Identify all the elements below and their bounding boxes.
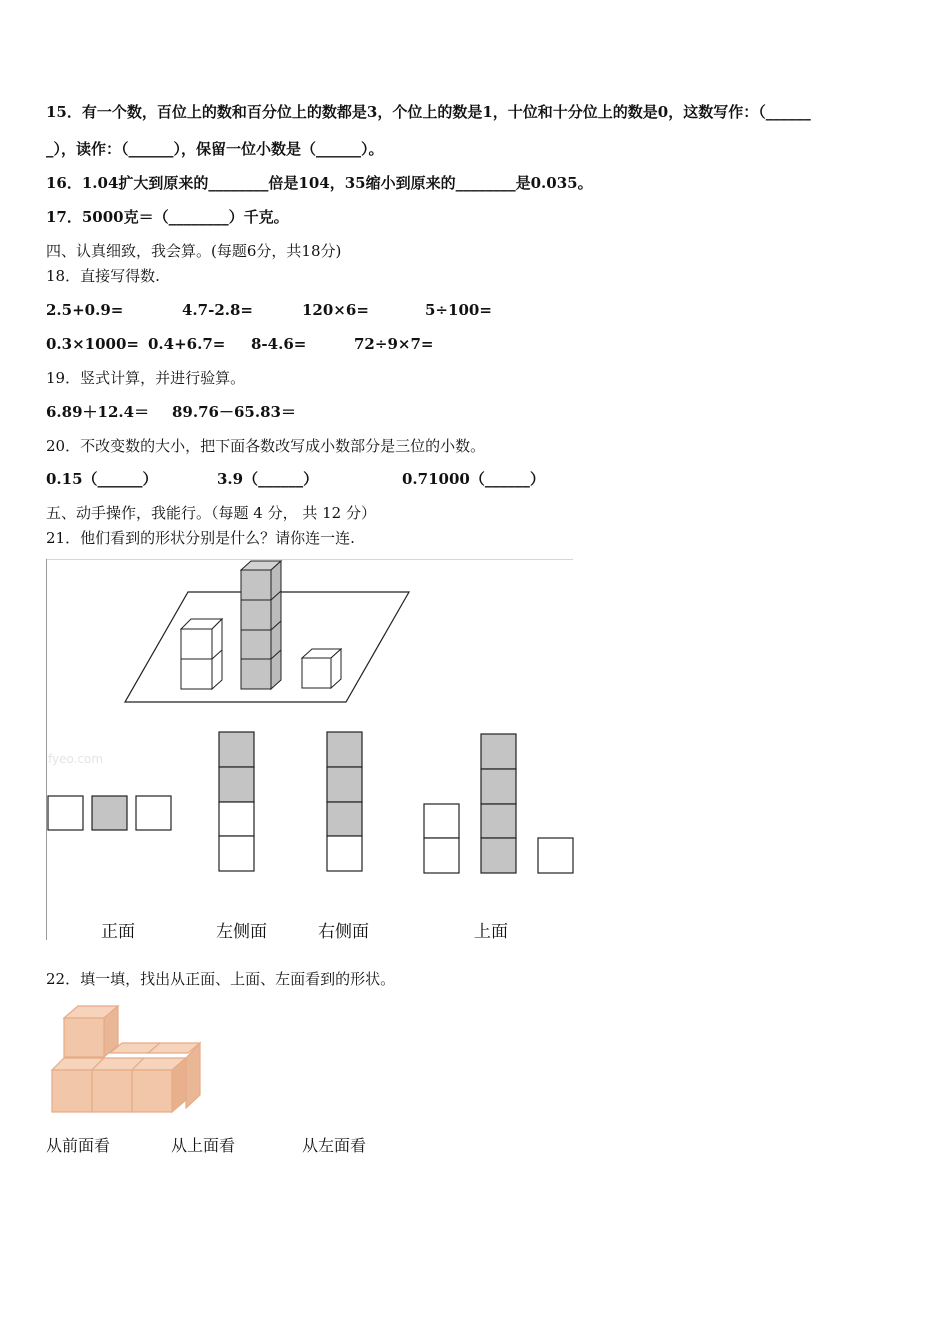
q21: 21．他们看到的形状分别是什么？请你连一连.: [46, 529, 355, 547]
section4-heading: 四、认真细致，我会算。(每题6分，共18分): [46, 242, 342, 260]
q21-label-right: 右侧面: [318, 922, 369, 942]
section5-heading: 五、动手操作，我能行。（每题 4 分， 共 12 分）: [46, 504, 376, 522]
q22-label-left: 从左面看: [302, 1136, 367, 1155]
single-white-cube: [302, 649, 341, 688]
q22-label-front: 从前面看: [46, 1136, 111, 1155]
view-b: [219, 732, 254, 871]
q17: 17．5000克＝（________）千克。: [46, 208, 289, 226]
q18-item: 0.4+6.7=: [148, 335, 226, 353]
q16: 16．1.04扩大到原来的________倍是104，35缩小到原来的________是0.035。: [46, 174, 593, 192]
q19-item: 6.89＋12.4＝: [46, 403, 150, 421]
q22-figure: [40, 995, 220, 1120]
q15-line1: 15．有一个数，百位上的数和百分位上的数都是3，个位上的数是1，十位和十分位上的数是0，这数写作：（______: [46, 103, 811, 121]
q20-item: 3.9（______）: [217, 470, 319, 488]
q18-item: 2.5+0.9=: [46, 301, 124, 319]
q18-item: 4.7-2.8=: [182, 301, 253, 319]
gray-cube-stack: [241, 561, 281, 689]
watermark: fyeo.com: [48, 752, 104, 766]
q20-item: 0.71000（______）: [402, 470, 545, 488]
q21-label-front: 正面: [101, 922, 135, 942]
q18-item: 72÷9×7=: [354, 335, 434, 353]
q21-label-left: 左侧面: [216, 922, 267, 942]
q20: 20．不改变数的大小，把下面各数改写成小数部分是三位的小数。: [46, 437, 486, 455]
q18-item: 0.3×1000=: [46, 335, 139, 353]
white-cube-stack: [181, 619, 222, 689]
q19: 19．竖式计算，并进行验算。: [46, 369, 246, 387]
q18-item: 8-4.6=: [251, 335, 307, 353]
q20-item: 0.15（______）: [46, 470, 158, 488]
q18: 18．直接写得数.: [46, 267, 160, 285]
q15-line2: _），读作：（______），保留一位小数是（______）。: [46, 140, 384, 158]
q22-label-top: 从上面看: [171, 1136, 236, 1155]
q22: 22．填一填，找出从正面、上面、左面看到的形状。: [46, 970, 396, 988]
view-c: [327, 732, 362, 871]
q18-item: 5÷100=: [425, 301, 492, 319]
q21-figure: [0, 555, 600, 945]
q21-label-top: 上面: [474, 922, 508, 942]
view-a: [48, 796, 171, 830]
view-d: [424, 734, 573, 873]
q18-item: 120×6=: [302, 301, 369, 319]
q19-item: 89.76－65.83＝: [172, 403, 296, 421]
